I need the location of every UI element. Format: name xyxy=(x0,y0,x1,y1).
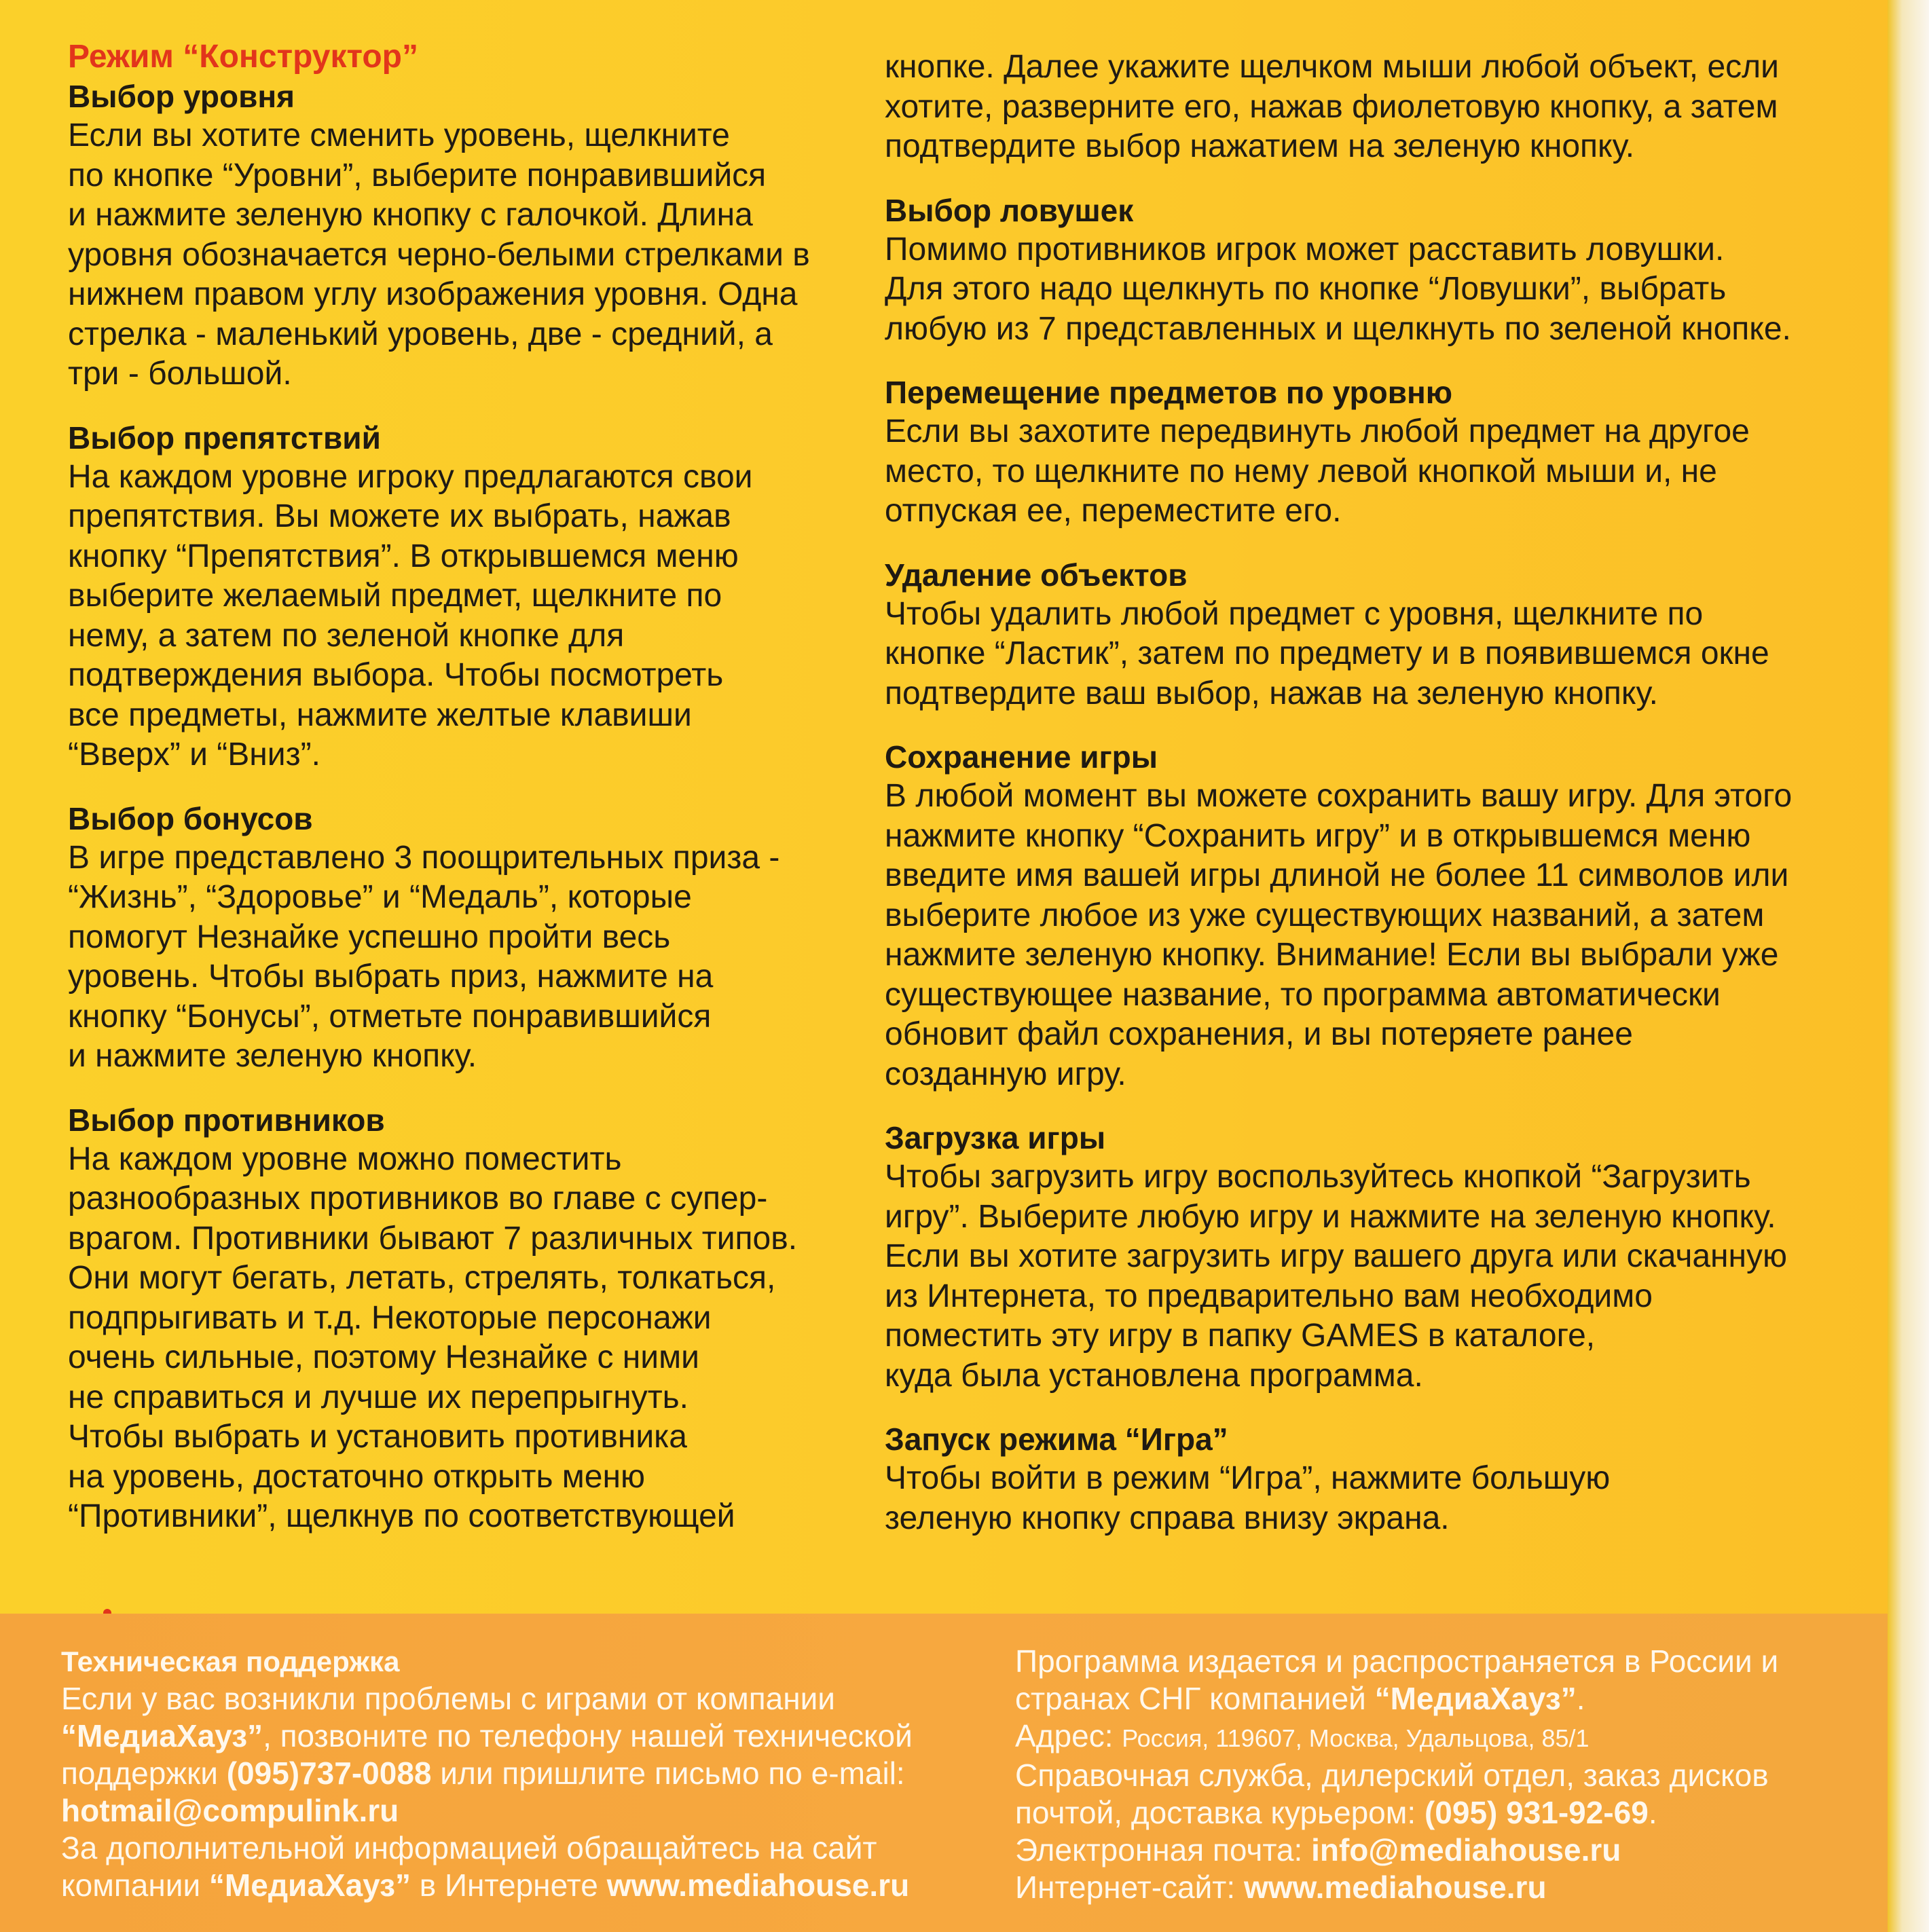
section-title-start-game: Запуск режима “Игра” xyxy=(885,1422,1228,1457)
section-body-level: Если вы хотите сменить уровень, щелкните по кнопке “Уровни”, выберите понравившийся и нажмите зеленую кнопку с галочкой. Длина уровня обозначается черно-белыми стрелками в нижнем правом углу изображения уровня. Одна стрелка - маленький уровень, две - средний, а три - большой. xyxy=(68,117,810,392)
support-line-1: Если у вас возникли проблемы с играми от компании xyxy=(61,1681,836,1716)
section-title-delete-objects: Удаление объектов xyxy=(885,557,1188,593)
email-label: Электронная почта: xyxy=(1015,1832,1312,1868)
publisher-line-2-post: . xyxy=(1576,1681,1585,1716)
service-line-2 xyxy=(1015,1794,1877,1832)
site-label: Интернет-сайт: xyxy=(1015,1870,1244,1905)
address-line xyxy=(1015,1717,1877,1757)
section-body-move-items: Если вы захотите передвинуть любой предмет на другое место, то щелкните по нему левой кнопкой мыши и, не отпуская ее, переместите его. xyxy=(885,413,1750,529)
address-label: Адрес: xyxy=(1015,1718,1122,1753)
publisher-email: info@mediahouse.ru xyxy=(1311,1832,1621,1868)
service-phone: (095) 931-92-69 xyxy=(1424,1795,1649,1830)
section-body-bonuses: В игре представлено 3 поощрительных приза - “Жизнь”, “Здоровье” и “Медаль”, которые помогут Незнайке успешно пройти весь уровень. Чтобы выбрать приз, нажмите на кнопку “Бонусы”, отметьте понравившийся и нажмите зеленую кнопку. xyxy=(68,839,780,1074)
section-body-enemies: На каждом уровне можно поместить разнообразных противников во главе с супер- врагом. Противники бывают 7 различных типов. Они могут бегать, летать, стрелять, толкаться, подпрыгивать и т.д. Некоторые персонажи очень сильные, поэтому Незнайке с ними не справиться и лучше их перепрыгнуть. Чтобы выбрать и установить противника на уровень, достаточно открыть меню “Противники”, щелкнув по соответствующей xyxy=(68,1140,798,1534)
service-line-2-post: . xyxy=(1648,1795,1657,1830)
publisher-company: “МедиаХауз” xyxy=(1374,1681,1577,1716)
publisher-block xyxy=(1015,1643,1877,1906)
publisher-line-2-pre: странах СНГ компанией xyxy=(1015,1681,1375,1716)
section-title-save-game: Сохранение игры xyxy=(885,739,1158,775)
section-body-traps: Помимо противников игрок может расставить ловушки. Для этого надо щелкнуть по кнопке “Ловушки”, выбрать любую из 7 представленных и щелкнуть по зеленой кнопке. xyxy=(885,231,1791,347)
support-line-2-text: , позвоните по телефону нашей технической xyxy=(263,1718,913,1753)
email-line xyxy=(1015,1832,1877,1869)
info-line-2-mid: в Интернете xyxy=(411,1868,607,1903)
info-line-2 xyxy=(61,1867,1012,1904)
section-body-load-game: Чтобы загрузить игру воспользуйтесь кнопкой “Загрузить игру”. Выберите любую игру и нажмите на зеленую кнопку. Если вы хотите загрузить игру вашего друга или скачанную из Интернета, то предварительно вам необходимо поместить эту игру в папку GAMES в каталоге, куда была установлена программа. xyxy=(885,1159,1788,1394)
publisher-line-1: Программа издается и распространяется в России и xyxy=(1015,1643,1779,1679)
left-column xyxy=(68,37,869,1537)
section-title-traps: Выбор ловушек xyxy=(885,192,1134,228)
info-line-2-pre: компании xyxy=(61,1868,209,1903)
section-body-start-game: Чтобы войти в режим “Игра”, нажмите большую зеленую кнопку справа внизу экрана. xyxy=(885,1460,1611,1536)
info-line-1: За дополнительной информацией обращайтесь на сайт xyxy=(61,1830,877,1865)
section-title-bonuses: Выбор бонусов xyxy=(68,800,313,836)
service-line-1: Справочная служба, дилерский отдел, заказ дисков xyxy=(1015,1758,1769,1793)
section-title-enemies: Выбор противников xyxy=(68,1102,385,1138)
section-title-load-game: Загрузка игры xyxy=(885,1120,1106,1155)
section-title-level: Выбор уровня xyxy=(68,79,295,114)
section-body-delete-objects: Чтобы удалить любой предмет с уровня, щелкните по кнопке “Ластик”, затем по предмету и в появившемся окне подтвердите ваш выбор, нажав на зеленую кнопку. xyxy=(885,595,1769,711)
section-body-obstacles: На каждом уровне игроку предлагаются свои препятствия. Вы можете их выбрать, нажав кнопку “Препятствия”. В открывшемся меню выберите желаемый предмет, щелкните по нему, а затем по зеленой кнопке для подтверждения выбора. Чтобы посмотреть все предметы, нажмите желтые клавиши “Вверх” и “Вниз”. xyxy=(68,458,753,773)
right-column xyxy=(885,48,1883,1538)
support-line-3-post: или пришлите письмо по e-mail: xyxy=(431,1755,905,1791)
publisher-website: www.mediahouse.ru xyxy=(1243,1870,1547,1905)
section-title-obstacles: Выбор препятствий xyxy=(68,420,381,456)
website-link: www.mediahouse.ru xyxy=(606,1868,910,1903)
section-title-move-items: Перемещение предметов по уровню xyxy=(885,375,1453,410)
service-line-2-pre: почтой, доставка курьером: xyxy=(1015,1795,1425,1830)
address-value: Россия, 119607, Москва, Удальцова, 85/1 xyxy=(1122,1724,1590,1752)
footer-band xyxy=(0,1614,1888,1932)
mode-title: Режим “Конструктор” xyxy=(68,39,418,75)
support-title: Техническая поддержка xyxy=(61,1646,400,1677)
section-body-save-game: В любой момент вы можете сохранить вашу игру. Для этого нажмите кнопку “Сохранить игру” и в открывшемся меню введите имя вашей игры длиной не более 11 символов или выберите любое из уже существующих названий, а затем нажмите зеленую кнопку. Внимание! Если вы выбрали уже существующее название, то программа автоматически обновит файл сохранения, и вы потеряете ранее созданную игру. xyxy=(885,778,1793,1092)
publisher-line-2 xyxy=(1015,1680,1877,1717)
support-block xyxy=(61,1643,1012,1904)
company-name-2: “МедиаХауз” xyxy=(208,1868,411,1903)
support-email: hotmail@compulink.ru xyxy=(61,1793,399,1828)
page-edge xyxy=(1888,0,1929,1932)
support-line-3-pre: поддержки xyxy=(61,1755,227,1791)
support-line-3 xyxy=(61,1755,1012,1792)
support-line-2 xyxy=(61,1717,1012,1755)
enemies-continuation: кнопке. Далее укажите щелчком мыши любой объект, если хотите, разверните его, нажав фиолетовую кнопку, а затем подтвердите выбор нажатием на зеленую кнопку. xyxy=(885,49,1779,164)
company-name: “МедиаХауз” xyxy=(61,1718,263,1753)
site-line xyxy=(1015,1869,1877,1906)
support-phone: (095)737-0088 xyxy=(226,1755,432,1791)
